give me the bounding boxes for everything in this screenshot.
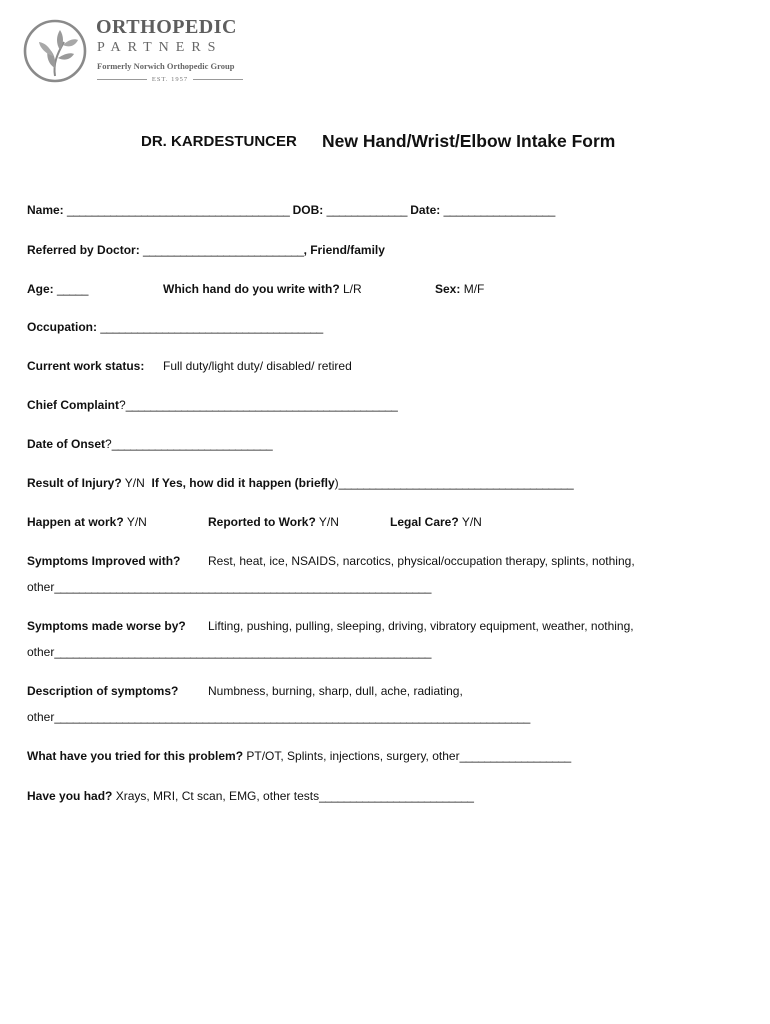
date-field[interactable]: __________________ bbox=[443, 203, 555, 217]
work-options[interactable]: Y/N bbox=[126, 515, 147, 529]
name-field[interactable]: ____________________________________ bbox=[67, 203, 290, 217]
referred-suffix: , Friend/family bbox=[303, 243, 385, 257]
doctor-name: DR. KARDESTUNCER bbox=[141, 133, 297, 150]
occupation-field[interactable]: ____________________________________ bbox=[100, 320, 323, 334]
worse-other-label: other bbox=[27, 645, 55, 659]
occupation-label: Occupation: bbox=[27, 320, 98, 334]
description-other-row bbox=[27, 709, 530, 725]
name-row bbox=[27, 202, 555, 218]
page-title: New Hand/Wrist/Elbow Intake Form bbox=[322, 131, 616, 151]
description-label: Description of symptoms? bbox=[27, 684, 179, 698]
injury-options[interactable]: Y/N bbox=[124, 476, 145, 490]
worse-row bbox=[27, 618, 186, 634]
referred-row bbox=[27, 242, 385, 258]
divider bbox=[193, 79, 243, 80]
worse-other-field[interactable]: _____________________________________________________________ bbox=[54, 645, 431, 659]
had-options[interactable]: Xrays, MRI, Ct scan, EMG, other tests bbox=[115, 789, 320, 803]
description-other-label: other bbox=[27, 710, 55, 724]
chief-complaint-question-mark: ? bbox=[119, 398, 126, 412]
onset-row bbox=[27, 436, 272, 452]
description-row bbox=[27, 683, 178, 699]
tried-row bbox=[27, 748, 571, 764]
injury-how-label: If Yes, how did it happen (briefly bbox=[151, 476, 335, 490]
chief-complaint-label: Chief Complaint bbox=[27, 398, 119, 412]
logo-established bbox=[97, 74, 243, 84]
improved-other-field[interactable]: _____________________________________________________________ bbox=[54, 580, 431, 594]
sex-options[interactable]: M/F bbox=[463, 282, 485, 296]
description-other-field[interactable]: _____________________________________________________________________________ bbox=[54, 710, 530, 724]
age-label: Age: bbox=[27, 282, 54, 296]
description-options[interactable]: Numbness, burning, sharp, dull, ache, radiating, bbox=[208, 684, 463, 698]
sex-label: Sex: bbox=[435, 282, 461, 296]
improved-other-row bbox=[27, 579, 431, 595]
referred-label: Referred by Doctor: bbox=[27, 243, 140, 257]
improved-other-label: other bbox=[27, 580, 55, 594]
work-status-options[interactable]: Full duty/light duty/ disabled/ retired bbox=[163, 359, 352, 373]
reported-question bbox=[208, 514, 339, 530]
tried-label: What have you tried for this problem? bbox=[27, 749, 244, 763]
improved-options[interactable]: Rest, heat, ice, NSAIDS, narcotics, physical/occupation therapy, splints, nothing, bbox=[208, 554, 635, 568]
improved-row bbox=[27, 553, 180, 569]
occupation-row bbox=[27, 319, 323, 335]
name-label: Name: bbox=[27, 203, 64, 217]
work-status-row bbox=[27, 358, 144, 374]
established-text: EST. 1957 bbox=[151, 75, 189, 83]
hand-options[interactable]: L/R bbox=[343, 282, 362, 296]
logo-tagline: Formerly Norwich Orthopedic Group bbox=[97, 61, 235, 71]
referred-field[interactable]: __________________________ bbox=[143, 243, 304, 257]
had-label: Have you had? bbox=[27, 789, 113, 803]
had-row bbox=[27, 788, 473, 804]
reported-options[interactable]: Y/N bbox=[318, 515, 339, 529]
onset-label: Date of Onset bbox=[27, 437, 106, 451]
worse-label: Symptoms made worse by? bbox=[27, 619, 186, 633]
onset-question-mark: ? bbox=[105, 437, 112, 451]
injury-row bbox=[27, 475, 573, 491]
logo-line-2: PARTNERS bbox=[97, 40, 223, 55]
tried-field[interactable]: __________________ bbox=[459, 749, 571, 763]
reported-label: Reported to Work? bbox=[208, 515, 316, 529]
age-row bbox=[27, 281, 88, 297]
logo-line-1: ORTHOPEDIC bbox=[96, 16, 237, 38]
improved-label: Symptoms Improved with? bbox=[27, 554, 181, 568]
chief-complaint-field[interactable]: ____________________________________________ bbox=[125, 398, 398, 412]
injury-label: Result of Injury? bbox=[27, 476, 122, 490]
work-row bbox=[27, 514, 147, 530]
had-field[interactable]: _________________________ bbox=[319, 789, 474, 803]
sex-question bbox=[435, 281, 484, 297]
work-label: Happen at work? bbox=[27, 515, 124, 529]
tried-options[interactable]: PT/OT, Splints, injections, surgery, other bbox=[246, 749, 460, 763]
leaf-icon bbox=[22, 18, 88, 84]
divider bbox=[97, 79, 147, 80]
work-status-label: Current work status: bbox=[27, 359, 145, 373]
orthopedic-partners-logo bbox=[22, 14, 242, 84]
hand-question bbox=[163, 281, 362, 297]
legal-label: Legal Care? bbox=[390, 515, 459, 529]
worse-other-row bbox=[27, 644, 431, 660]
injury-how-paren: ) bbox=[334, 476, 339, 490]
dob-label: DOB: bbox=[292, 203, 324, 217]
dob-field[interactable]: _____________ bbox=[326, 203, 407, 217]
onset-field[interactable]: __________________________ bbox=[111, 437, 273, 451]
injury-how-field[interactable]: ______________________________________ bbox=[338, 476, 574, 490]
legal-options[interactable]: Y/N bbox=[461, 515, 482, 529]
age-field[interactable]: _____ bbox=[57, 282, 88, 296]
hand-label: Which hand do you write with? bbox=[163, 282, 340, 296]
legal-question bbox=[390, 514, 482, 530]
date-label: Date: bbox=[410, 203, 441, 217]
worse-options[interactable]: Lifting, pushing, pulling, sleeping, driving, vibratory equipment, weather, nothing, bbox=[208, 619, 634, 633]
chief-complaint-row bbox=[27, 397, 397, 413]
